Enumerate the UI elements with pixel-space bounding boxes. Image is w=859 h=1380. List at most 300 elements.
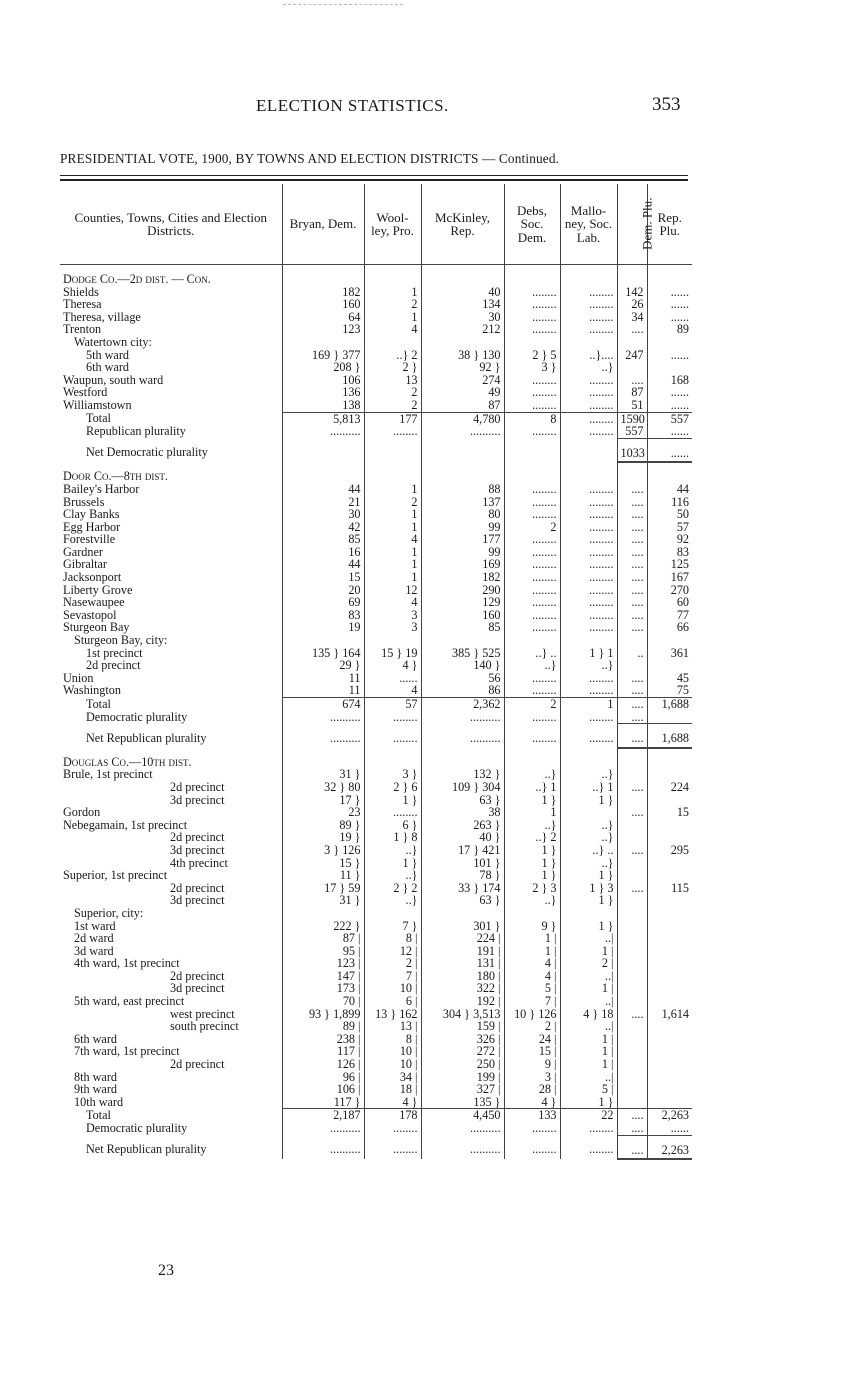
cell-woolley: 1: [364, 483, 421, 496]
cell-bryan: 44: [282, 558, 364, 571]
table-row: [60, 781, 692, 794]
cell-debs: ........: [504, 386, 560, 399]
table-row: [60, 1083, 692, 1096]
table-row: [60, 932, 692, 945]
cell-rep: [647, 462, 692, 483]
row-label: Theresa, village: [63, 309, 141, 324]
cell-mckinley: 63 }: [421, 894, 504, 907]
cell-malloney: 5 |: [560, 1083, 617, 1096]
cell-woolley: 1: [364, 286, 421, 299]
cell-dem: ....: [617, 844, 647, 857]
cell-mckinley: 87: [421, 399, 504, 412]
cell-woolley: 8 |: [364, 932, 421, 945]
row-label: Republican plurality: [86, 424, 186, 439]
cell-woolley: ......: [364, 672, 421, 685]
row-label: Egg Harbor: [63, 519, 121, 534]
cell-dem: [617, 1083, 647, 1096]
cell-woolley: 2 |: [364, 957, 421, 970]
cell-malloney: [560, 806, 617, 819]
row-label: 4th ward, 1st precinct: [74, 956, 180, 971]
cell-rep: [647, 945, 692, 958]
cell-debs: ........: [504, 724, 560, 748]
cell-rep: [647, 869, 692, 882]
table-row: [60, 298, 692, 311]
cell-mckinley: 322 |: [421, 982, 504, 995]
caption-rule-top: [60, 175, 688, 176]
row-label: Clay Banks: [63, 507, 120, 522]
cell-malloney: 22: [560, 1109, 617, 1122]
row-label: Total: [86, 696, 111, 711]
row-label: Trenton: [63, 322, 102, 337]
cell-bryan: 87 |: [282, 932, 364, 945]
cell-rep: 15: [647, 806, 692, 819]
table-row: [60, 819, 692, 832]
cell-malloney: [560, 748, 617, 769]
cell-mckinley: [421, 907, 504, 920]
cell-woolley: 7 |: [364, 970, 421, 983]
cell-debs: 4 }: [504, 1096, 560, 1109]
cell-dem: ....: [617, 546, 647, 559]
cell-mckinley: 33 } 174: [421, 882, 504, 895]
table-row: [60, 1008, 692, 1021]
county-row: [60, 748, 692, 769]
cell-rep: 361: [647, 647, 692, 660]
row-label: south precinct: [170, 1019, 239, 1034]
cell-malloney: ........: [560, 621, 617, 634]
cell-bryan: 11: [282, 672, 364, 685]
cell-rep: [647, 819, 692, 832]
table-row: [60, 483, 692, 496]
cell-bryan: 3 } 126: [282, 844, 364, 857]
cell-malloney: ........: [560, 298, 617, 311]
cell-malloney: 1 } 3: [560, 882, 617, 895]
cell-malloney: ........: [560, 724, 617, 748]
cell-rep: [647, 1020, 692, 1033]
cell-mckinley: 177: [421, 533, 504, 546]
cell-woolley: ........: [364, 1135, 421, 1159]
cell-malloney: ........: [560, 412, 617, 425]
row-label: 3d precinct: [170, 893, 225, 908]
cell-woolley: [364, 907, 421, 920]
cell-rep: [647, 711, 692, 724]
cell-woolley: 4: [364, 323, 421, 336]
cell-bryan: 95 |: [282, 945, 364, 958]
cell-malloney: [560, 907, 617, 920]
cell-bryan: 126 |: [282, 1058, 364, 1071]
cell-mckinley: 290: [421, 584, 504, 597]
cell-woolley: 2: [364, 399, 421, 412]
col-header-name: Counties, Towns, Cities and Election Districts.: [60, 184, 282, 265]
cell-mckinley: 80: [421, 508, 504, 521]
cell-rep: [647, 659, 692, 672]
cell-mckinley: 63 }: [421, 794, 504, 807]
row-label: 7th ward, 1st precinct: [74, 1044, 180, 1059]
cell-rep: [647, 265, 692, 286]
row-label: 5th ward, east precinct: [74, 994, 185, 1009]
cell-woolley: 12: [364, 584, 421, 597]
row-label: Bailey's Harbor: [63, 481, 140, 496]
net-plurality-row: [60, 724, 692, 748]
cell-bryan: [282, 462, 364, 483]
cell-mckinley: 182: [421, 571, 504, 584]
cell-woolley: 4 }: [364, 659, 421, 672]
cell-malloney: 1 |: [560, 945, 617, 958]
cell-debs: ........: [504, 286, 560, 299]
cell-debs: 28 |: [504, 1083, 560, 1096]
cell-bryan: 106: [282, 374, 364, 387]
cell-rep: 92: [647, 533, 692, 546]
cell-dem: [617, 361, 647, 374]
cell-debs: ........: [504, 621, 560, 634]
row-label: Brule, 1st precinct: [63, 767, 153, 782]
cell-rep: [647, 970, 692, 983]
table-row: [60, 1020, 692, 1033]
cell-woolley: [364, 336, 421, 349]
cell-mckinley: 86: [421, 684, 504, 697]
cell-woolley: 4 }: [364, 1096, 421, 1109]
row-label: 2d ward: [74, 931, 114, 946]
cell-mckinley: 301 }: [421, 920, 504, 933]
table-row: [60, 533, 692, 546]
cell-dem: [617, 970, 647, 983]
table-row: [60, 399, 692, 412]
cell-woolley: ........: [364, 724, 421, 748]
row-label: 1st ward: [74, 918, 116, 933]
cell-malloney: 4 } 18: [560, 1008, 617, 1021]
cell-malloney: ..}: [560, 819, 617, 832]
cell-malloney: [560, 634, 617, 647]
cell-rep: ......: [647, 438, 692, 462]
cell-woolley: 1: [364, 508, 421, 521]
table-row: [60, 907, 692, 920]
county-row: [60, 265, 692, 286]
cell-debs: ........: [504, 533, 560, 546]
cell-dem: [617, 907, 647, 920]
cell-dem: 87: [617, 386, 647, 399]
cell-debs: ........: [504, 425, 560, 438]
row-label: Sturgeon Bay, city:: [74, 633, 168, 648]
cell-woolley: 10 |: [364, 982, 421, 995]
cell-debs: ........: [504, 496, 560, 509]
cell-malloney: [560, 462, 617, 483]
cell-woolley: 3: [364, 621, 421, 634]
cell-bryan: 117 |: [282, 1045, 364, 1058]
cell-dem: ....: [617, 323, 647, 336]
cell-debs: ..}: [504, 659, 560, 672]
table-row: [60, 957, 692, 970]
cell-mckinley: 132 }: [421, 768, 504, 781]
caption-rule-bottom: [60, 179, 688, 181]
cell-bryan: 16: [282, 546, 364, 559]
cell-mckinley: 191 |: [421, 945, 504, 958]
cell-mckinley: 199 |: [421, 1071, 504, 1084]
cell-dem: [617, 894, 647, 907]
cell-malloney: ........: [560, 672, 617, 685]
cell-mckinley: 99: [421, 521, 504, 534]
cell-rep: ......: [647, 386, 692, 399]
cell-rep: 1,688: [647, 698, 692, 711]
cell-rep: [647, 932, 692, 945]
cell-mckinley: [421, 336, 504, 349]
cell-malloney: 2 |: [560, 957, 617, 970]
row-label: 6th ward: [86, 360, 129, 375]
cell-bryan: 11 }: [282, 869, 364, 882]
cell-woolley: [364, 265, 421, 286]
cell-debs: ........: [504, 584, 560, 597]
cell-woolley: ..} 2: [364, 349, 421, 362]
cell-debs: 3 |: [504, 1071, 560, 1084]
table-row: [60, 425, 692, 438]
row-label: 6th ward: [74, 1031, 117, 1046]
row-label: 1st precinct: [86, 645, 143, 660]
cell-woolley: 4: [364, 684, 421, 697]
cell-bryan: 173 |: [282, 982, 364, 995]
cell-mckinley: [421, 438, 504, 462]
cell-mckinley: 137: [421, 496, 504, 509]
cell-dem: ....: [617, 1008, 647, 1021]
cell-rep: ......: [647, 425, 692, 438]
cell-dem: 142: [617, 286, 647, 299]
cell-woolley: 12 |: [364, 945, 421, 958]
cell-dem: ....: [617, 781, 647, 794]
cell-malloney: ........: [560, 711, 617, 724]
cell-malloney: 1 |: [560, 982, 617, 995]
cell-bryan: 83: [282, 609, 364, 622]
cell-mckinley: 212: [421, 323, 504, 336]
row-label: 9th ward: [74, 1082, 117, 1097]
cell-dem: 34: [617, 311, 647, 324]
cell-malloney: ..}: [560, 659, 617, 672]
table-row: [60, 1045, 692, 1058]
cell-rep: [647, 1071, 692, 1084]
cell-woolley: 2: [364, 496, 421, 509]
cell-mckinley: ..........: [421, 711, 504, 724]
cell-debs: ........: [504, 596, 560, 609]
row-label: Washington: [63, 683, 121, 698]
cell-malloney: ........: [560, 323, 617, 336]
row-label: Dodge Co.—2d dist. — Con.: [63, 272, 211, 286]
cell-woolley: 2: [364, 298, 421, 311]
cell-woolley: 3 }: [364, 768, 421, 781]
row-label: 2d precinct: [170, 968, 225, 983]
cell-malloney: ........: [560, 521, 617, 534]
cell-debs: 24 |: [504, 1033, 560, 1046]
cell-woolley: 1 }: [364, 857, 421, 870]
cell-rep: ......: [647, 349, 692, 362]
cell-mckinley: 131 |: [421, 957, 504, 970]
cell-malloney: ........: [560, 425, 617, 438]
cell-dem: ....: [617, 684, 647, 697]
cell-mckinley: 4,450: [421, 1109, 504, 1122]
cell-debs: ........: [504, 323, 560, 336]
cell-bryan: 17 }: [282, 794, 364, 807]
cell-bryan: 29 }: [282, 659, 364, 672]
table-row: [60, 882, 692, 895]
cell-mckinley: ..........: [421, 724, 504, 748]
cell-dem: ..: [617, 647, 647, 660]
row-label: Net Republican plurality: [86, 1142, 207, 1157]
cell-mckinley: 38 } 130: [421, 349, 504, 362]
row-label: 10th ward: [74, 1094, 124, 1109]
cell-malloney: 1 }: [560, 894, 617, 907]
cell-debs: [504, 438, 560, 462]
cell-mckinley: 263 }: [421, 819, 504, 832]
cell-malloney: ..}....: [560, 349, 617, 362]
cell-debs: ........: [504, 374, 560, 387]
row-label: Democratic plurality: [86, 1121, 188, 1135]
cell-debs: ........: [504, 298, 560, 311]
cell-bryan: ..........: [282, 724, 364, 748]
cell-malloney: 1 |: [560, 1045, 617, 1058]
cell-malloney: [560, 265, 617, 286]
cell-malloney: 1 } 1: [560, 647, 617, 660]
cell-malloney: ........: [560, 533, 617, 546]
row-label: Brussels: [63, 494, 105, 509]
cell-malloney: ........: [560, 684, 617, 697]
cell-rep: [647, 1045, 692, 1058]
row-label: Net Democratic plurality: [86, 445, 208, 460]
cell-dem: ....: [617, 496, 647, 509]
cell-malloney: 1 }: [560, 869, 617, 882]
table-row: [60, 684, 692, 697]
cell-dem: [617, 945, 647, 958]
cell-bryan: 138: [282, 399, 364, 412]
running-head-title: ELECTION STATISTICS.: [256, 96, 449, 115]
cell-bryan: 21: [282, 496, 364, 509]
cell-malloney: ........: [560, 374, 617, 387]
cell-bryan: 42: [282, 521, 364, 534]
cell-mckinley: 56: [421, 672, 504, 685]
cell-woolley: ..}: [364, 869, 421, 882]
cell-malloney: 1 }: [560, 1096, 617, 1109]
cell-rep: [647, 1096, 692, 1109]
row-label: Democratic plurality: [86, 709, 188, 724]
cell-mckinley: [421, 748, 504, 769]
cell-rep: ......: [647, 1122, 692, 1135]
cell-rep: [647, 1083, 692, 1096]
row-label: Nebegamain, 1st precinct: [63, 817, 188, 832]
row-label: Jacksonport: [63, 570, 122, 585]
cell-woolley: [364, 634, 421, 647]
cell-debs: ..} 1: [504, 781, 560, 794]
cell-mckinley: 250 |: [421, 1058, 504, 1071]
cell-woolley: 2 } 2: [364, 882, 421, 895]
cell-debs: ..}: [504, 819, 560, 832]
cell-malloney: ........: [560, 558, 617, 571]
table-row: [60, 920, 692, 933]
cell-rep: [647, 907, 692, 920]
net-plurality-row: [60, 1135, 692, 1159]
table-row: [60, 844, 692, 857]
table-row: [60, 970, 692, 983]
cell-rep: 45: [647, 672, 692, 685]
cell-rep: [647, 361, 692, 374]
cell-mckinley: 274: [421, 374, 504, 387]
cell-debs: ........: [504, 508, 560, 521]
cell-woolley: 4: [364, 533, 421, 546]
cell-bryan: [282, 748, 364, 769]
cell-rep: 1,614: [647, 1008, 692, 1021]
table-row: [60, 571, 692, 584]
cell-malloney: ..|: [560, 1020, 617, 1033]
cell-rep: 60: [647, 596, 692, 609]
cell-mckinley: 92 }: [421, 361, 504, 374]
cell-bryan: 70 |: [282, 995, 364, 1008]
cell-debs: 2 } 3: [504, 882, 560, 895]
cell-dem: 247: [617, 349, 647, 362]
table-row: [60, 1122, 692, 1135]
cell-rep: 125: [647, 558, 692, 571]
row-label: Watertown city:: [74, 334, 152, 349]
row-label: Gardner: [63, 544, 103, 559]
cell-woolley: 15 } 19: [364, 647, 421, 660]
cell-rep: 116: [647, 496, 692, 509]
cell-dem: ....: [617, 374, 647, 387]
cell-dem: ....: [617, 558, 647, 571]
cell-rep: 115: [647, 882, 692, 895]
top-smudge: [283, 4, 403, 6]
cell-dem: [617, 748, 647, 769]
cell-bryan: 31 }: [282, 768, 364, 781]
cell-bryan: ..........: [282, 425, 364, 438]
cell-mckinley: 2,362: [421, 698, 504, 711]
cell-debs: [504, 336, 560, 349]
cell-mckinley: 304 } 3,513: [421, 1008, 504, 1021]
row-label: 3d precinct: [170, 842, 225, 857]
cell-dem: ....: [617, 698, 647, 711]
cell-debs: 1 }: [504, 857, 560, 870]
table-row: [60, 336, 692, 349]
row-label: Gordon: [63, 805, 101, 820]
cell-dem: [617, 1096, 647, 1109]
cell-debs: [504, 634, 560, 647]
cell-mckinley: 134: [421, 298, 504, 311]
table-row: [60, 634, 692, 647]
cell-mckinley: 272 |: [421, 1045, 504, 1058]
cell-rep: 2,263: [647, 1109, 692, 1122]
cell-mckinley: 17 } 421: [421, 844, 504, 857]
cell-woolley: [364, 438, 421, 462]
cell-rep: 66: [647, 621, 692, 634]
cell-mckinley: 49: [421, 386, 504, 399]
cell-mckinley: 169: [421, 558, 504, 571]
cell-rep: [647, 748, 692, 769]
cell-woolley: 4: [364, 596, 421, 609]
cell-malloney: ........: [560, 399, 617, 412]
cell-malloney: ..} 1: [560, 781, 617, 794]
table-row: [60, 806, 692, 819]
cell-malloney: 1 }: [560, 794, 617, 807]
row-label: Total: [86, 1107, 111, 1122]
cell-mckinley: 38: [421, 806, 504, 819]
row-label: Liberty Grove: [63, 582, 133, 597]
cell-bryan: 123: [282, 323, 364, 336]
table-row: [60, 1096, 692, 1109]
cell-bryan: 5,813: [282, 412, 364, 425]
cell-dem: [617, 1020, 647, 1033]
cell-bryan: 89 }: [282, 819, 364, 832]
cell-dem: ....: [617, 596, 647, 609]
cell-rep: ......: [647, 286, 692, 299]
cell-malloney: ........: [560, 496, 617, 509]
cell-woolley: 1: [364, 521, 421, 534]
cell-mckinley: 224 |: [421, 932, 504, 945]
cell-bryan: 674: [282, 698, 364, 711]
cell-woolley: [364, 748, 421, 769]
cell-woolley: 1: [364, 311, 421, 324]
table-row: [60, 711, 692, 724]
cell-woolley: 1: [364, 546, 421, 559]
